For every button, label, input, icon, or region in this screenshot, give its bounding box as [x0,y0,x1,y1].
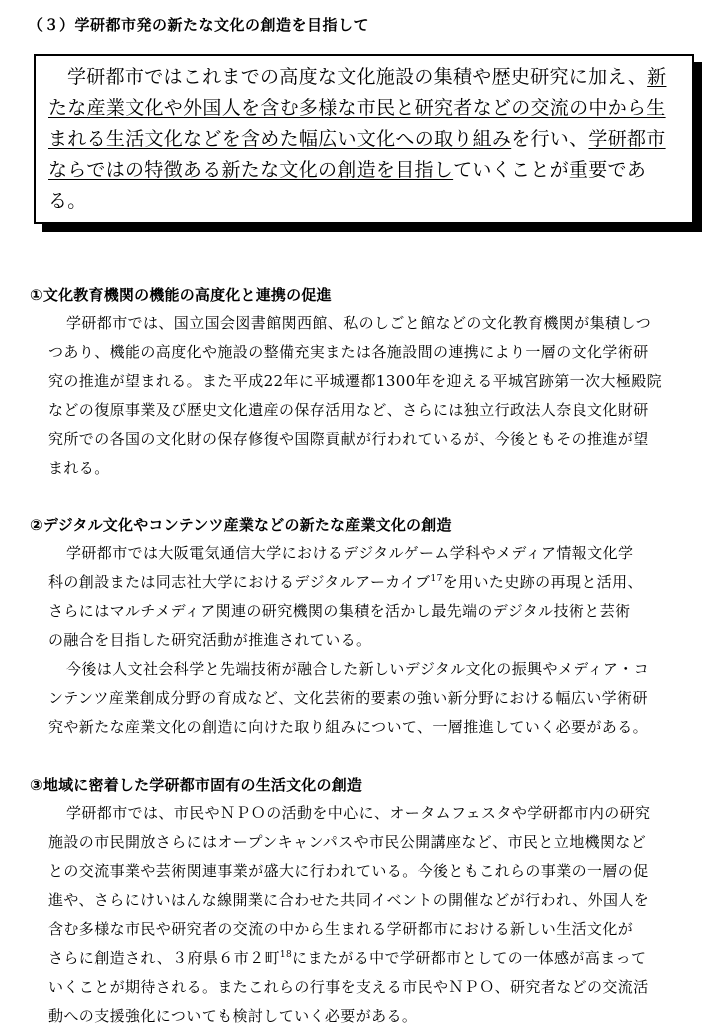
body-line: いくことが期待される。またこれらの行事を支える市民やＮＰＯ、研究者などの交流活 [48,978,649,996]
body-line: つあり、機能の高度化や施設の整備充実または各施設間の連携により一層の文化学術研 [48,343,649,361]
summary-text-run: る。 [48,190,87,212]
body-text-run: を用いた史跡の再現と活用、 [442,573,643,591]
body-line: 動への支援強化についても検討していく必要がある。 [48,1007,418,1025]
subsection-body-1 [48,309,712,483]
body-line: 進や、さらにけいはんな線開業に合わせた共同イベントの開催などが行われ、外国人を [48,891,650,909]
body-line: 施設の市民開放さらにはオープンキャンパスや市民公開講座など、市民と立地機関など [48,833,647,851]
summary-underlined-run: まれる生活文化などを含めた幅広い文化への取り組み [48,128,512,150]
body-line: の融合を目指した研究活動が推進されている。 [48,631,372,649]
body-line: まれる。 [48,459,110,477]
subsection-body-3 [48,799,712,1031]
body-line: さらにはマルチメディア関連の研究機関の集積を活かし最先端のデジタル技術と芸術 [48,602,631,620]
subsection-heading-3: ③地域に密着した学研都市固有の生活文化の創造 [30,776,363,794]
summary-box [34,54,702,232]
body-line: 究や新たな産業文化の創造に向けた取り組みについて、一層推進していく必要がある。 [48,718,649,736]
summary-line [48,62,684,93]
body-line: などの復原事業及び歴史文化遺産の保存活用など、さらには独立行政法人奈良文化財研 [48,401,649,419]
body-line: ンテンツ産業創成分野の育成など、文化芸術的要素の強い新分野における幅広い学術研 [48,689,648,707]
footnote-ref-18: 18 [279,950,293,960]
body-line: との交流事業や芸術関連事業が盛大に行われている。今後ともこれらの事業の一層の促 [48,862,649,880]
body-line: 今後は人文社会科学と先端技術が融合した新しいデジタル文化の振興やメディア・コ [66,660,650,678]
summary-underlined-run: たな産業文化や外国人を含む多様な市民と研究者などの交流の中から生 [48,97,666,119]
subsection-heading-1: ①文化教育機関の機能の高度化と連携の促進 [30,286,332,304]
body-line: 究の推進が望まれる。また平成22年に平城遷都1300年を迎える平城宮跡第一次大極殿院 [48,372,663,390]
subsection-body-2 [48,539,712,742]
summary-line [48,186,684,217]
body-line: 究所での各国の文化財の保存修復や国際貢献が行われているが、今後ともその推進が望 [48,430,649,448]
summary-line [48,155,684,186]
body-line: 含む多様な市民や研究者の交流の中から生まれる学研都市における新しい生活文化が [48,920,634,938]
body-line: 学研都市では、国立国会図書館関西館、私のしごと館などの文化教育機関が集積しつ [66,314,652,332]
summary-underlined-run: 新 [647,66,667,88]
body-text-run: さらに創造され、３府県６市２町 [48,949,280,967]
summary-text-run: ていくことが重要であ [453,159,647,181]
footnote-ref-17: 17 [430,574,443,584]
body-line: 学研都市では大阪電気通信大学におけるデジタルゲーム学科やメディア情報文化学 [66,544,634,562]
summary-underlined-run: 学研都市 [588,128,666,150]
summary-line [48,124,684,155]
summary-box-frame [34,54,694,224]
summary-text [48,62,684,217]
subsection-heading-2: ②デジタル文化やコンテンツ産業などの新たな産業文化の創造 [30,516,452,534]
body-text-run: 科の創設または同志社大学におけるデジタルアーカイブ [48,573,431,591]
summary-line [48,93,684,124]
summary-text-run: 学研都市ではこれまでの高度な文化施設の集積や歴史研究に加え、 [67,66,648,88]
summary-text-run: を行い、 [511,128,589,150]
body-line [48,944,712,973]
section-heading: （３）学研都市発の新たな文化の創造を目指して [28,16,370,34]
summary-underlined-run: ならではの特徴ある新たな文化の創造を目指し [48,159,454,181]
body-line [48,568,712,597]
body-text-run: にまたがる中で学研都市としての一体感が高まって [292,949,647,967]
body-line: 学研都市では、市民やＮＰＯの活動を中心に、オータムフェスタや学研都市内の研究 [66,804,651,822]
